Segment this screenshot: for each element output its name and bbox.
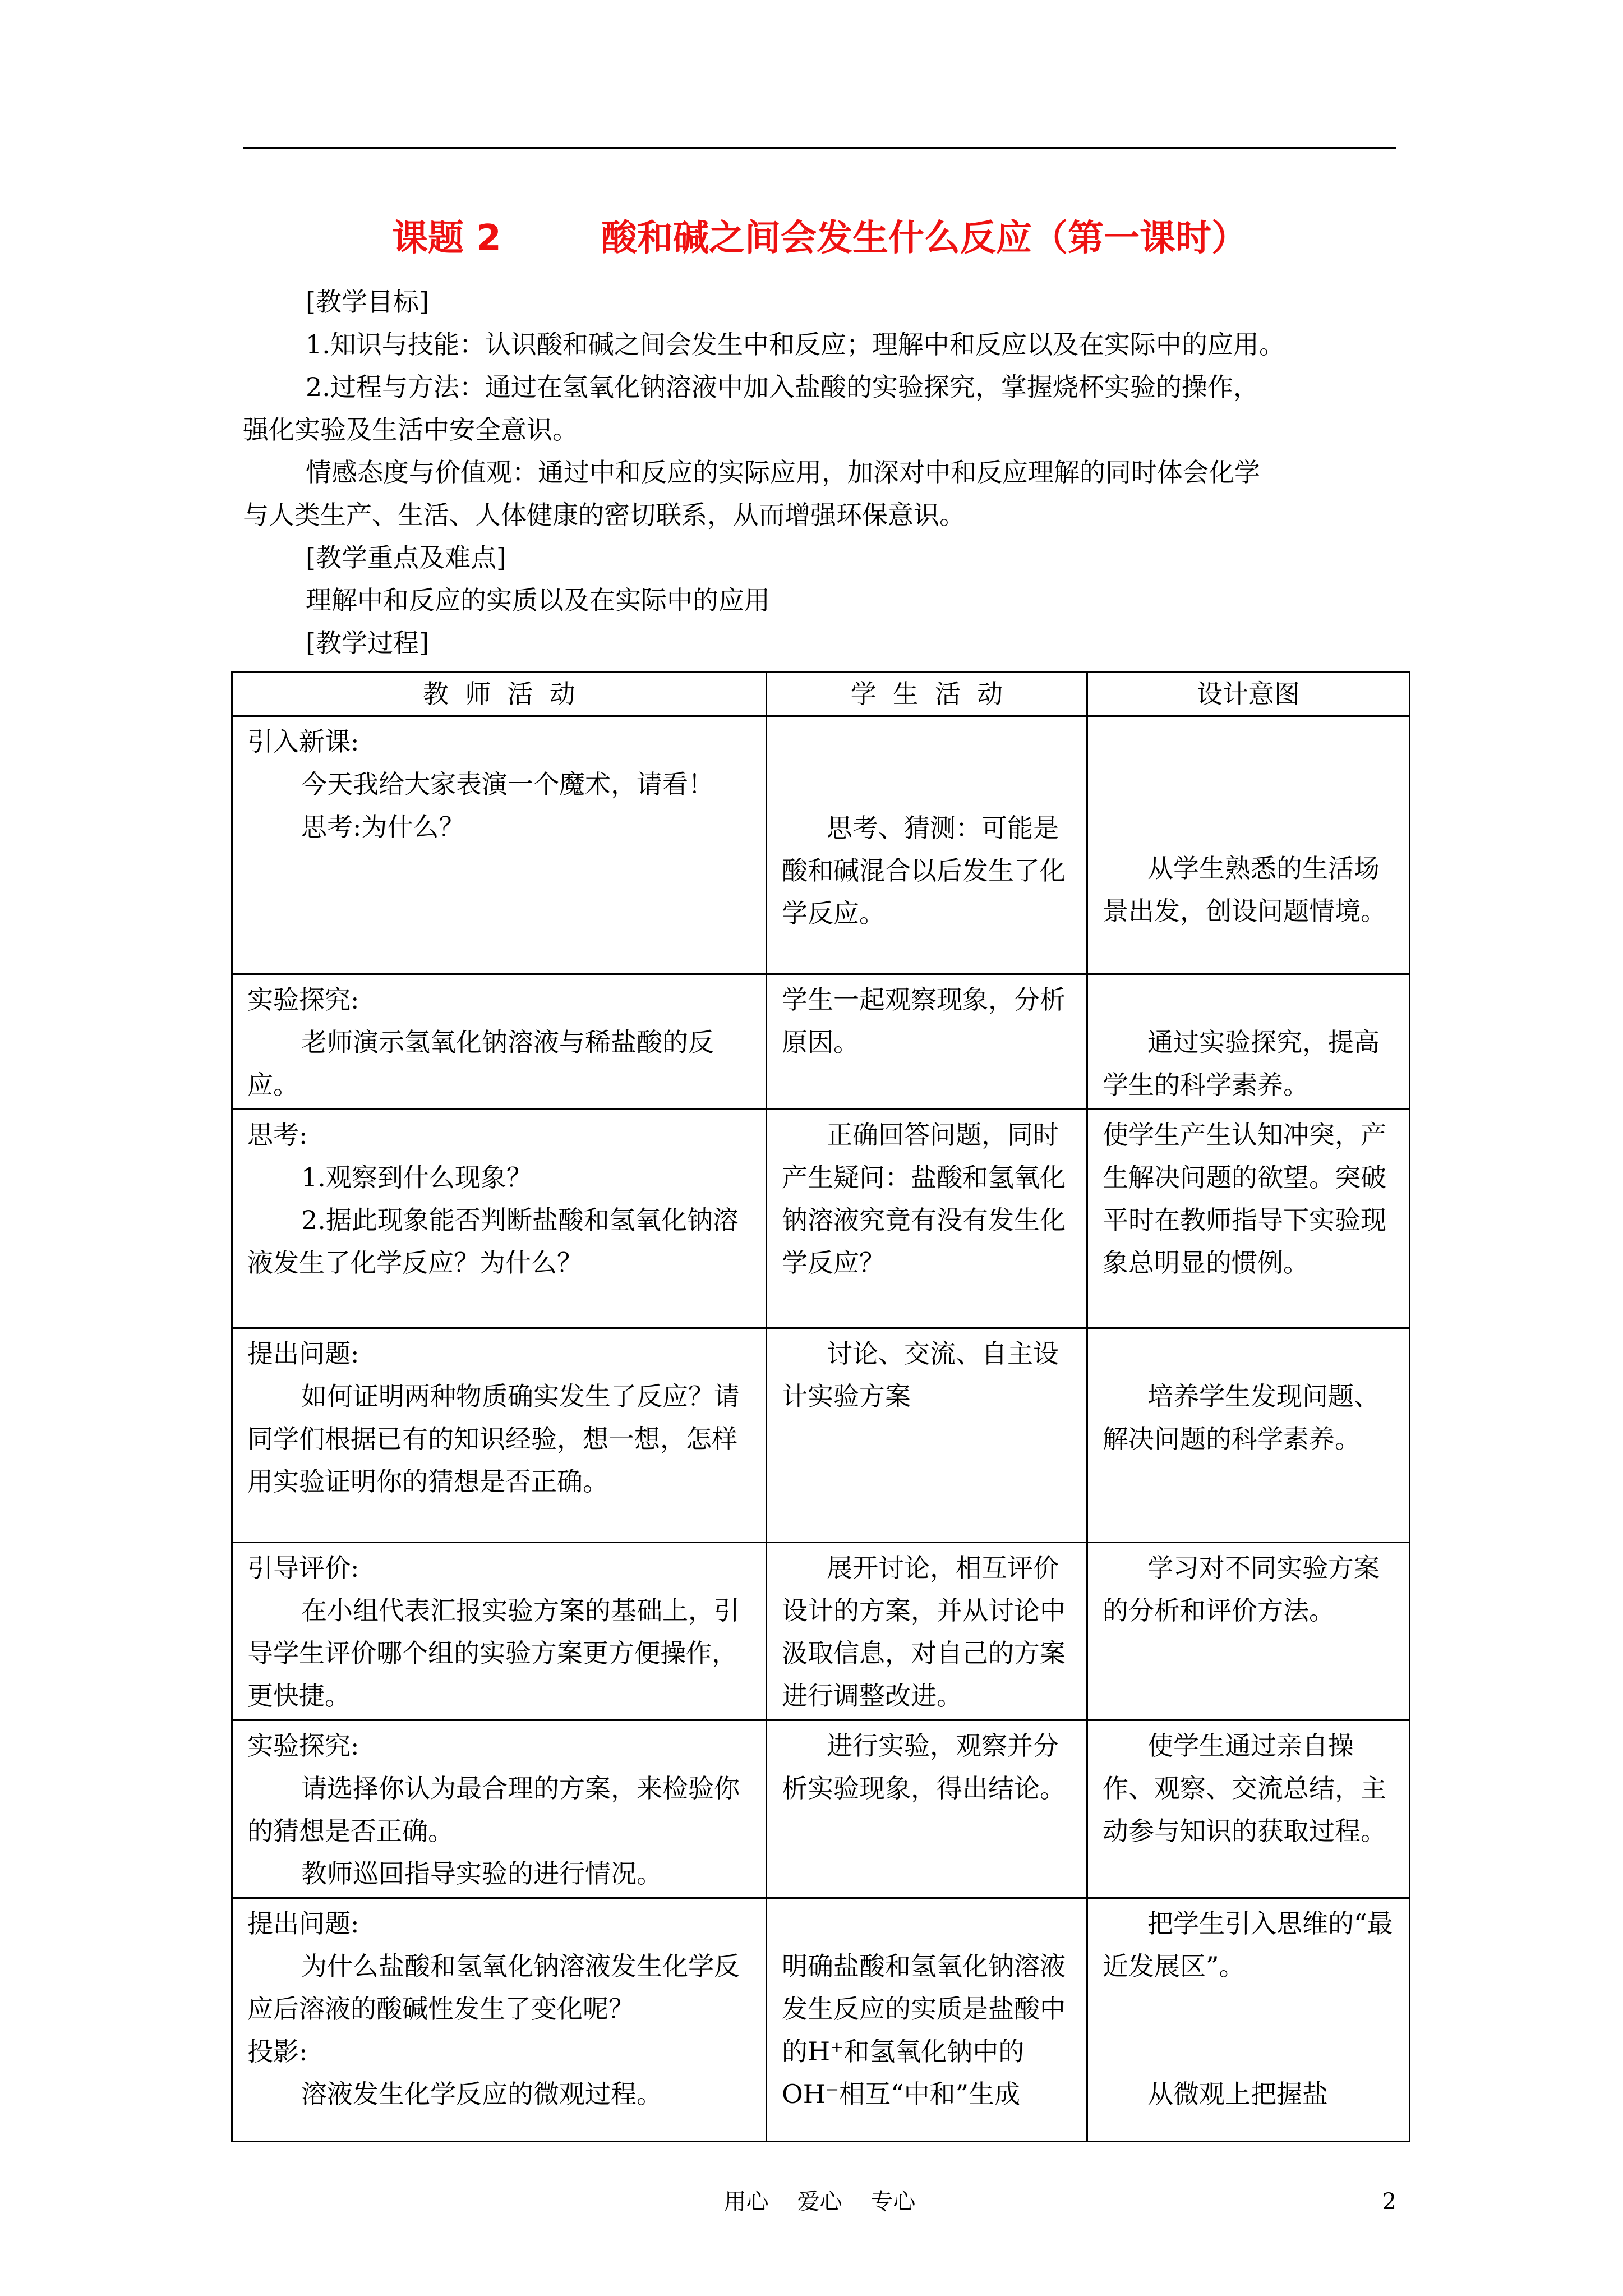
cell-line: 如何证明两种物质确实发生了反应？请同学们根据已有的知识经验，想一想，怎样用实验证明你的猜想是否正确。 [247, 1381, 740, 1497]
page-number: 2 [1382, 2189, 1396, 2215]
process-heading: [教学过程] [306, 628, 429, 658]
design-text: 从学生熟悉的生活场景出发，创设问题情境。 [1103, 853, 1386, 926]
cell-title: 投影: [247, 2036, 308, 2067]
design-cell [1087, 1328, 1410, 1543]
design-cell [1087, 1898, 1410, 2142]
table-row [232, 1543, 1410, 1720]
design-text: 通过实验探究，提高学生的科学素养。 [1103, 1027, 1380, 1100]
design-cell [1087, 1720, 1410, 1898]
student-cell [767, 1720, 1087, 1898]
design-text: 学习对不同实验方案的分析和评价方法。 [1103, 1553, 1380, 1626]
cell-line: 在小组代表汇报实验方案的基础上，引导学生评价哪个组的实验方案更方便操作，更快捷。 [247, 1595, 740, 1711]
table-row [232, 974, 1410, 1110]
teacher-cell [232, 1720, 767, 1898]
header-teacher: 教 师 活 动 [232, 672, 767, 716]
teacher-cell [232, 1110, 767, 1328]
table-header-row [232, 672, 1410, 716]
table-row [232, 1328, 1410, 1543]
student-cell [767, 1110, 1087, 1328]
cell-line: 请选择你认为最合理的方案，来检验你的猜想是否正确。 [247, 1773, 740, 1846]
table-row [232, 1110, 1410, 1328]
cell-line: 1.观察到什么现象？ [301, 1162, 532, 1193]
table-row [232, 716, 1410, 974]
header-student: 学 生 活 动 [767, 672, 1087, 716]
cell-title: 引入新课: [247, 726, 359, 757]
student-cell [767, 1543, 1087, 1720]
student-cell [767, 716, 1087, 974]
student-text: 明确盐酸和氢氧化钠溶液发生反应的实质是盐酸中的H⁺和氢氧化钠中的OH⁻相互“中和”生成 [782, 1951, 1066, 2109]
student-text: 展开讨论，相互评价设计的方案，并从讨论中汲取信息，对自己的方案进行调整改进。 [782, 1553, 1066, 1711]
table-row [232, 1720, 1410, 1898]
cell-line: 老师演示氢氧化钠溶液与稀盐酸的反应。 [247, 1027, 714, 1100]
objective-process-cont: 强化实验及生活中安全意识。 [243, 415, 578, 445]
objective-process: 2.过程与方法：通过在氢氧化钠溶液中加入盐酸的实验探究，掌握烧杯实验的操作， [306, 372, 1259, 402]
teacher-cell [232, 1898, 767, 2142]
cell-line: 2.据此现象能否判断盐酸和氢氧化钠溶液发生了化学反应？为什么？ [247, 1205, 739, 1278]
student-text: 正确回答问题，同时产生疑问：盐酸和氢氧化钠溶液究竟有没有发生化学反应？ [782, 1120, 1066, 1278]
cell-line: 为什么盐酸和氢氧化钠溶液发生化学反应后溶液的酸碱性发生了变化呢？ [247, 1951, 740, 2024]
objective-attitude-cont: 与人类生产、生活、人体健康的密切联系，从而增强环保意识。 [243, 500, 965, 530]
teacher-cell [232, 1543, 767, 1720]
design-text: 使学生通过亲自操作、观察、交流总结，主动参与知识的获取过程。 [1103, 1731, 1386, 1846]
footer-motto: 用心 爱心 专心 [723, 2189, 916, 2215]
table-row [232, 1898, 1410, 2142]
objective-attitude: 情感态度与价值观：通过中和反应的实际应用，加深对中和反应理解的同时体会化学 [306, 457, 1260, 487]
objective-knowledge: 1.知识与技能：认识酸和碱之间会发生中和反应；理解中和反应以及在实际中的应用。 [306, 329, 1285, 360]
cell-title: 引导评价: [247, 1553, 359, 1583]
keypoints-heading: [教学重点及难点] [306, 542, 506, 573]
cell-title: 实验探究: [247, 984, 359, 1015]
teacher-cell [232, 716, 767, 974]
cell-title: 实验探究: [247, 1731, 359, 1761]
student-text: 讨论、交流、自主设计实验方案 [782, 1338, 1059, 1411]
design-cell [1087, 1110, 1410, 1328]
teacher-cell [232, 1328, 767, 1543]
student-cell [767, 1898, 1087, 2142]
header-design: 设计意图 [1087, 672, 1410, 716]
cell-line: 今天我给大家表演一个魔术，请看！ [301, 769, 714, 799]
cell-line: 教师巡回指导实验的进行情况。 [301, 1858, 662, 1889]
cell-title: 提出问题: [247, 1908, 359, 1939]
design-text: 把学生引入思维的“最近发展区”。 [1103, 1908, 1393, 1981]
design-cell [1087, 974, 1410, 1110]
cell-title: 提出问题: [247, 1338, 359, 1369]
design-cell [1087, 1543, 1410, 1720]
design-text: 使学生产生认知冲突，产生解决问题的欲望。突破平时在教师指导下实验现象总明显的惯例。 [1103, 1120, 1386, 1278]
page-footer [243, 2177, 1396, 2227]
design-text-2: 从微观上把握盐 [1147, 2079, 1328, 2109]
student-cell [767, 974, 1087, 1110]
intro-section [243, 280, 1398, 664]
page-title: 课题 2 酸和碱之间会发生什么反应（第一课时） [391, 218, 1248, 259]
student-text: 进行实验，观察并分析实验现象，得出结论。 [782, 1731, 1066, 1803]
keypoints-text: 理解中和反应的实质以及在实际中的应用 [306, 585, 770, 615]
design-cell [1087, 716, 1410, 974]
cell-line: 思考:为什么？ [301, 812, 465, 842]
cell-line: 溶液发生化学反应的微观过程。 [301, 2079, 662, 2109]
teacher-cell [232, 974, 767, 1110]
lesson-table [231, 671, 1410, 2142]
objectives-heading: [教学目标] [306, 287, 429, 317]
cell-title: 思考: [247, 1120, 308, 1150]
design-text: 培养学生发现问题、解决问题的科学素养。 [1103, 1381, 1380, 1454]
student-cell [767, 1328, 1087, 1543]
student-text: 思考、猜测：可能是酸和碱混合以后发生了化学反应。 [782, 813, 1066, 928]
header-rule [243, 147, 1396, 149]
student-text: 学生一起观察现象，分析原因。 [782, 984, 1066, 1057]
